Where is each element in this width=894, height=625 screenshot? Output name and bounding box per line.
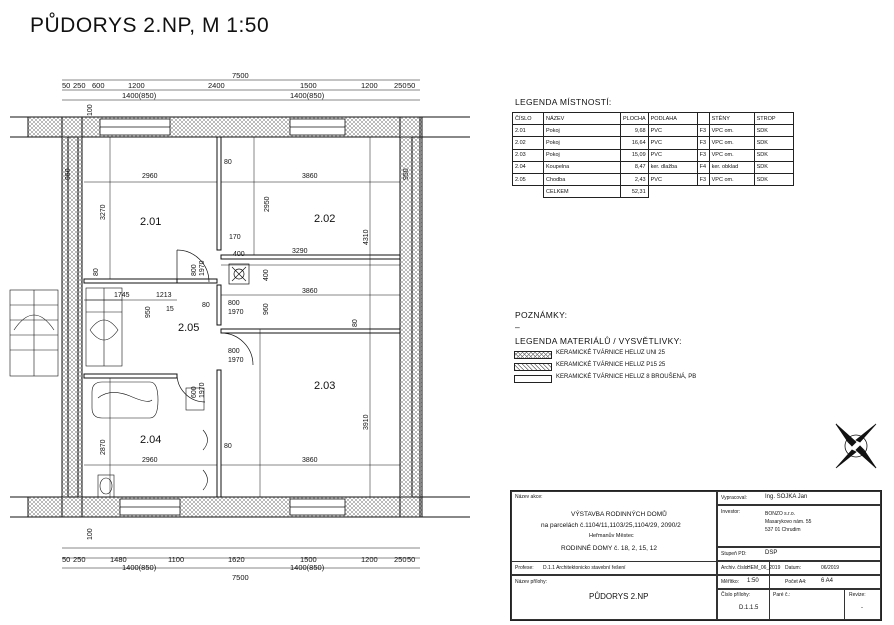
dim-label: 80 xyxy=(93,268,100,276)
room-label: 2.04 xyxy=(140,434,162,446)
cell-name: Pokoj xyxy=(544,149,621,161)
dim-label: 3290 xyxy=(292,248,308,255)
dim-bottom-sub: 1400(850) xyxy=(122,563,157,572)
archive-label: Archiv. číslo: xyxy=(721,565,749,571)
dim-label: 800 xyxy=(228,300,240,307)
dim-top-sub: 1400(850) xyxy=(122,91,157,100)
room-legend-title: LEGENDA MÍSTNOSTÍ: xyxy=(515,97,612,107)
room-width: 2960 xyxy=(142,173,158,180)
drawing-name-value: PŮDORYS 2.NP xyxy=(589,592,649,601)
total-value: 52,31 xyxy=(621,186,649,198)
room-height: 2950 xyxy=(264,196,271,212)
cell-name: Koupelna xyxy=(544,161,621,173)
project-line: Heřmanův Městec xyxy=(589,533,634,539)
cell-ceiling: SDK xyxy=(754,173,793,185)
dim-label: 80 xyxy=(202,302,210,309)
dim-top: 1200 xyxy=(128,81,145,90)
investor-value: BONZO s.r.o. xyxy=(765,511,796,517)
dim-label: 170 xyxy=(229,234,241,241)
dim-bottom: 1480 xyxy=(110,555,127,564)
format-label: Počet A4: xyxy=(785,579,807,585)
dim-label: 950 xyxy=(65,168,72,180)
table-row xyxy=(513,137,794,149)
dim-bottom: 50 xyxy=(62,555,71,564)
dim-label: 1970 xyxy=(228,357,244,364)
cell-code: F3 xyxy=(697,137,709,149)
col-header: STĚNY xyxy=(709,113,754,125)
page-title: PŮDORYS 2.NP, M 1:50 xyxy=(30,14,270,37)
material-label: KERAMICKÉ TVÁRNICE HELUZ 8 BROUŠENÁ, PB xyxy=(556,374,697,380)
outer-walls xyxy=(28,117,422,517)
dim-label: 950 xyxy=(403,168,410,180)
dim-label: 400 xyxy=(233,251,245,258)
cell-area: 9,68 xyxy=(621,125,649,137)
investor-label: Investor: xyxy=(721,509,741,515)
dim-total-bottom: 7500 xyxy=(232,573,249,582)
dim-top: 2400 xyxy=(208,81,225,90)
copy-label: Paré č.: xyxy=(773,592,791,598)
table-header-row xyxy=(513,113,794,125)
dim-bottom: 1620 xyxy=(228,555,245,564)
room-width: 3860 xyxy=(302,173,318,180)
dim-top: 600 xyxy=(92,81,105,90)
project-line: na parcelách č.1104/11,1103/25,1104/29, 2090/2 xyxy=(541,522,681,529)
cell-floor: PVC xyxy=(648,173,697,185)
cell-number: 2.05 xyxy=(513,173,544,185)
col-header: PLOCHA xyxy=(621,113,649,125)
profession-label: Profese: xyxy=(515,565,534,571)
cell-walls: VPC om. xyxy=(709,173,754,185)
scale-value: 1:50 xyxy=(747,578,759,584)
project-label: Název akce: xyxy=(515,494,543,500)
revision-value: - xyxy=(861,605,863,611)
total-label: CELKEM xyxy=(544,186,621,198)
material-swatch-p15 xyxy=(514,363,552,371)
title-block xyxy=(510,490,882,621)
project-line: RODINNÉ DOMY č. 18, 2, 15, 12 xyxy=(561,545,657,552)
project-line: VÝSTAVBA RODINNÝCH DOMŮ xyxy=(571,511,667,518)
dim-label: 800 xyxy=(191,264,198,276)
dim-label: 4310 xyxy=(363,229,370,245)
notes-text: – xyxy=(515,322,521,332)
archive-value: HEM_06_2019 xyxy=(747,565,781,571)
dim-top: 50 xyxy=(62,81,71,90)
cell-ceiling: SDK xyxy=(754,149,793,161)
format-value: 6 A4 xyxy=(821,578,834,584)
cell-name: Chodba xyxy=(544,173,621,185)
cell-number: 2.02 xyxy=(513,137,544,149)
room-label: 2.01 xyxy=(140,216,162,228)
dim-label: 80 xyxy=(352,319,359,327)
cell-code: F3 xyxy=(697,149,709,161)
drawing-number-value: D.1.1.5 xyxy=(739,605,759,611)
dim-lines xyxy=(62,80,420,568)
cell-number: 2.01 xyxy=(513,125,544,137)
dim-top: 250 xyxy=(394,81,407,90)
room-height: 2870 xyxy=(100,439,107,455)
dim-label: 800 xyxy=(228,348,240,355)
room-width: 3860 xyxy=(302,457,318,464)
revision-label: Revize: xyxy=(849,592,866,598)
dim-top: 50 xyxy=(407,81,416,90)
dim-label: 960 xyxy=(263,303,270,315)
material-swatch-uni25 xyxy=(514,351,552,359)
cell-ceiling: SDK xyxy=(754,161,793,173)
date-label: Datum: xyxy=(785,565,802,571)
profession-value: D.1.1 Architektonicko stavební řešení xyxy=(543,565,626,571)
room-height: 3270 xyxy=(100,204,107,220)
cell-ceiling: SDK xyxy=(754,137,793,149)
col-header: STROP xyxy=(754,113,793,125)
materials-title: LEGENDA MATERIÁLŮ / VYSVĚTLIVKY: xyxy=(515,336,682,346)
date-value: 06/2019 xyxy=(821,565,840,571)
dim-label: 1970 xyxy=(199,382,206,398)
cell-floor: PVC xyxy=(648,137,697,149)
cell-name: Pokoj xyxy=(544,125,621,137)
dim-label: 3860 xyxy=(302,288,318,295)
room-height: 3910 xyxy=(363,414,370,430)
material-swatch-8 xyxy=(514,375,552,383)
dim-label: 15 xyxy=(166,306,174,313)
room-label: 2.05 xyxy=(178,322,200,334)
dim-label: 100 xyxy=(87,104,94,116)
cell-area: 2,43 xyxy=(621,173,649,185)
investor-value: 537 01 Chrudim xyxy=(765,527,801,533)
cell-name: Pokoj xyxy=(544,137,621,149)
drawing-name-label: Název přílohy: xyxy=(515,579,547,585)
dim-label: 80 xyxy=(224,159,232,166)
drawing-number-label: Číslo přílohy: xyxy=(721,592,751,598)
stage-value: DSP xyxy=(765,550,778,556)
interior-walls xyxy=(84,137,400,497)
dim-label: 950 xyxy=(145,306,152,318)
dim-bottom: 1500 xyxy=(300,555,317,564)
col-header: NÁZEV xyxy=(544,113,621,125)
table-total-row xyxy=(513,186,794,198)
cell-area: 8,47 xyxy=(621,161,649,173)
cell-walls: ker. obklad xyxy=(709,161,754,173)
dim-bottom: 1200 xyxy=(361,555,378,564)
dim-total-top: 7500 xyxy=(232,71,249,80)
col-header xyxy=(697,113,709,125)
room-label: 2.03 xyxy=(314,380,336,392)
cell-code: F3 xyxy=(697,173,709,185)
stage-label: Stupeň PD: xyxy=(721,551,747,557)
dim-label: 1970 xyxy=(199,260,206,276)
cell-walls: VPC om. xyxy=(709,125,754,137)
dim-label: 400 xyxy=(263,269,270,281)
dim-label: 1970 xyxy=(228,309,244,316)
dim-top: 1500 xyxy=(300,81,317,90)
cell-walls: VPC om. xyxy=(709,137,754,149)
dim-bottom: 1100 xyxy=(168,555,185,564)
dim-top-sub: 1400(850) xyxy=(290,91,325,100)
material-label: KERAMICKÉ TVÁRNICE HELUZ P15 25 xyxy=(556,362,666,368)
dim-bottom-sub: 1400(850) xyxy=(290,563,325,572)
investor-cell xyxy=(717,505,881,547)
table-row xyxy=(513,161,794,173)
cell-number: 2.04 xyxy=(513,161,544,173)
dim-bottom: 50 xyxy=(407,555,416,564)
cell-code: F4 xyxy=(697,161,709,173)
dim-bottom: 250 xyxy=(394,555,407,564)
author-value: Ing. SOJKA Jan xyxy=(765,494,808,500)
dim-label: 600 xyxy=(191,386,198,398)
table-row xyxy=(513,125,794,137)
author-label: Vypracoval: xyxy=(721,495,747,501)
room-width: 1745 xyxy=(114,292,130,299)
cell-code: F3 xyxy=(697,125,709,137)
table-row xyxy=(513,173,794,185)
notes-title: POZNÁMKY: xyxy=(515,310,568,320)
cell-number: 2.03 xyxy=(513,149,544,161)
dim-top: 250 xyxy=(73,81,86,90)
dim-label: 80 xyxy=(224,443,232,450)
cell-ceiling: SDK xyxy=(754,125,793,137)
table-row xyxy=(513,149,794,161)
cell-walls: VPC om. xyxy=(709,149,754,161)
dim-label: 100 xyxy=(87,528,94,540)
investor-value: Masarykovo nám. 55 xyxy=(765,519,812,525)
chimney xyxy=(229,264,249,284)
material-label: KERAMICKÉ TVÁRNICE HELUZ UNI 25 xyxy=(556,350,665,356)
cell-area: 16,64 xyxy=(621,137,649,149)
scale-label: Měřítko: xyxy=(721,579,740,585)
room-label: 2.02 xyxy=(314,213,336,225)
cell-area: 15,09 xyxy=(621,149,649,161)
dim-bottom: 250 xyxy=(73,555,86,564)
north-arrow-icon xyxy=(832,420,878,474)
room-width: 2960 xyxy=(142,457,158,464)
cell-floor: ker. dlažba xyxy=(648,161,697,173)
dim-top: 1200 xyxy=(361,81,378,90)
col-header: PODLAHA xyxy=(648,113,697,125)
dim-label: 1213 xyxy=(156,292,172,299)
col-header: ČÍSLO xyxy=(513,113,544,125)
cell-floor: PVC xyxy=(648,149,697,161)
cell-floor: PVC xyxy=(648,125,697,137)
room-legend-table xyxy=(512,112,794,198)
